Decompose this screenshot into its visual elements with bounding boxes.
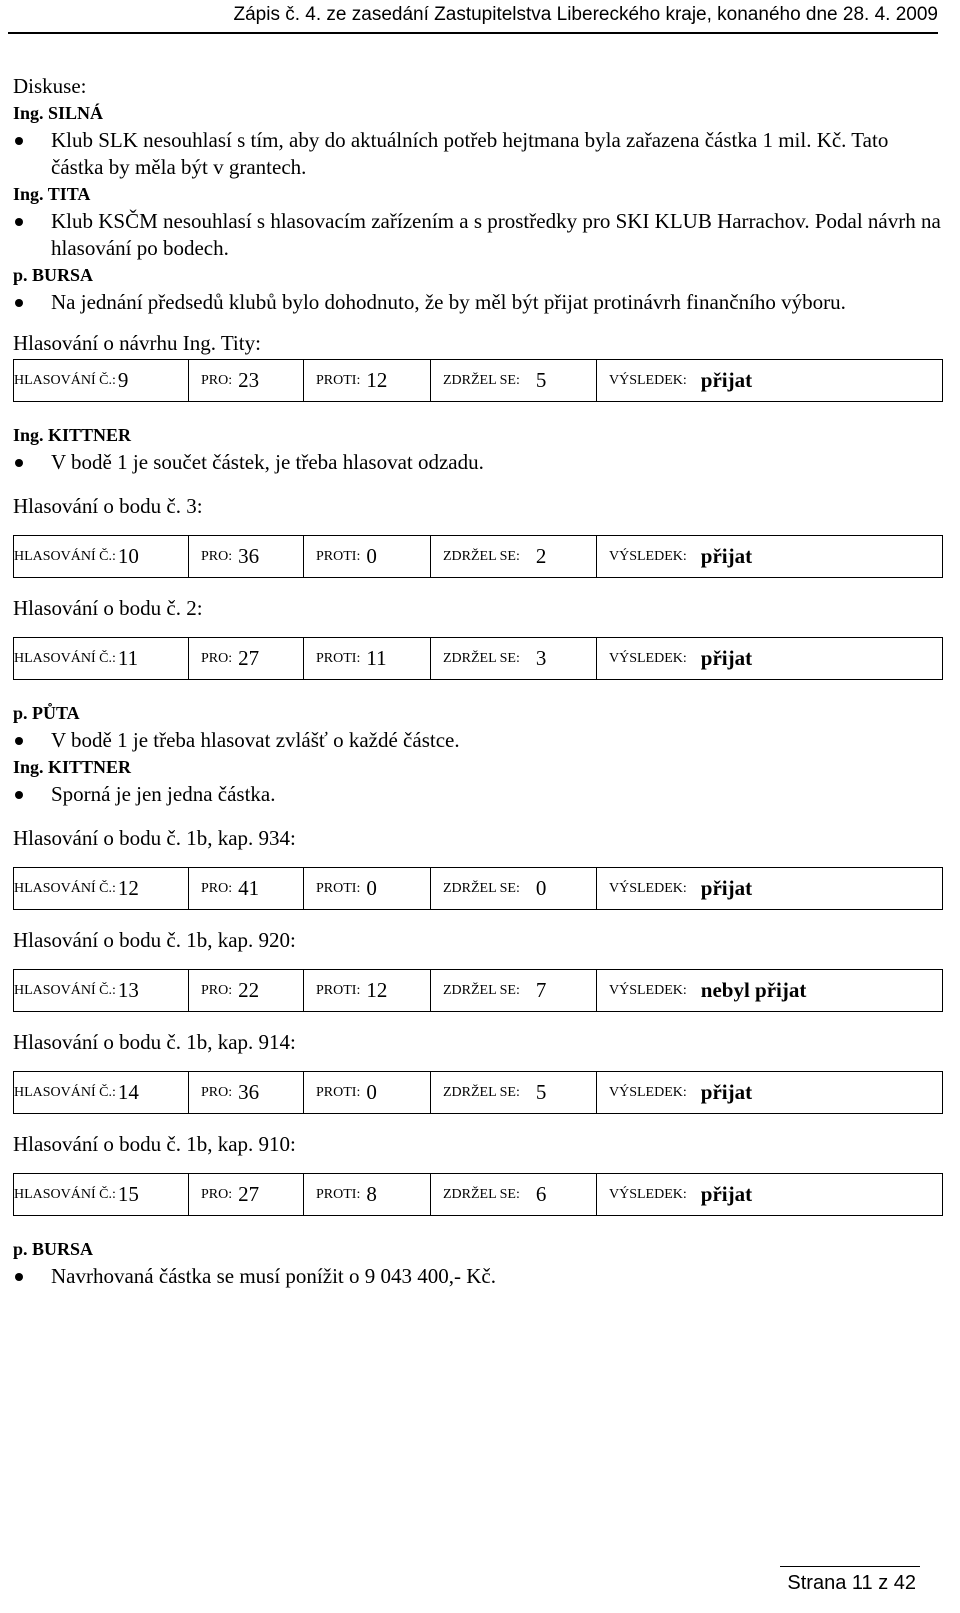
statement-kittner: [13, 781, 943, 808]
statement-bursa: [13, 1263, 943, 1290]
vote-number-cell: [14, 360, 189, 401]
vote-for: 22: [238, 978, 260, 1002]
statement-tita: [13, 208, 943, 262]
page-number: Strana 11 z 42: [787, 1572, 916, 1594]
speaker-puta: p. PŮTA: [13, 703, 80, 723]
vote-for-label: PRO:: [201, 1084, 233, 1100]
vote-against: 11: [366, 646, 387, 670]
vote-for-label: PRO:: [201, 1186, 233, 1202]
vote-against-cell: [304, 868, 431, 909]
vote-result-label: VÝSLEDEK:: [609, 372, 687, 388]
bullet-icon: [15, 137, 23, 145]
vote-abstain-cell: [431, 638, 597, 679]
vote-title: Hlasování o bodu č. 1b, kap. 914:: [13, 1030, 296, 1054]
bullet-icon: [15, 737, 23, 745]
footer-divider: [780, 1566, 920, 1567]
vote-number-label: HLASOVÁNÍ Č.:: [14, 880, 116, 896]
vote-abstain-label: ZDRŽEL SE:: [443, 982, 520, 998]
vote-abstain: 5: [535, 368, 547, 392]
speaker-kittner: Ing. KITTNER: [13, 425, 132, 445]
speaker-kittner: Ing. KITTNER: [13, 757, 132, 777]
vote-for: 41: [238, 876, 260, 900]
vote-abstain-cell: [431, 970, 597, 1011]
vote-number-label: HLASOVÁNÍ Č.:: [14, 982, 116, 998]
vote-result-cell: [597, 1174, 942, 1215]
vote-for-cell: [189, 970, 304, 1011]
vote-number: 15: [117, 1182, 139, 1206]
vote-result-label: VÝSLEDEK:: [609, 1084, 687, 1100]
vote-table: [13, 1071, 943, 1114]
vote-result-label: VÝSLEDEK:: [609, 880, 687, 896]
statement-text: Navrhovaná částka se musí ponížit o 9 043 400,- Kč.: [51, 1264, 496, 1288]
vote-table: [13, 969, 943, 1012]
vote-against-label: PROTI:: [316, 982, 361, 998]
vote-abstain-label: ZDRŽEL SE:: [443, 880, 520, 896]
vote-against-label: PROTI:: [316, 1084, 361, 1100]
statement-kittner: [13, 449, 943, 476]
vote-for-cell: [189, 1174, 304, 1215]
vote-result-cell: [597, 970, 942, 1011]
vote-against: 0: [366, 876, 377, 900]
vote-number-cell: [14, 1174, 189, 1215]
vote-for-label: PRO:: [201, 548, 233, 564]
vote-number-cell: [14, 868, 189, 909]
section-heading: Diskuse:: [13, 74, 87, 98]
vote-for-cell: [189, 360, 304, 401]
vote-for: 27: [238, 1182, 260, 1206]
vote-abstain: 5: [535, 1080, 547, 1104]
vote-result-label: VÝSLEDEK:: [609, 1186, 687, 1202]
bullet-icon: [15, 791, 23, 799]
vote-for-label: PRO:: [201, 982, 233, 998]
vote-against: 0: [366, 1080, 377, 1104]
vote-number: 13: [117, 978, 139, 1002]
vote-result: nebyl přijat: [700, 978, 807, 1002]
vote-for: 23: [238, 368, 260, 392]
vote-against: 8: [366, 1182, 377, 1206]
vote-abstain: 6: [535, 1182, 547, 1206]
bullet-icon: [15, 1273, 23, 1281]
vote-result: přijat: [700, 368, 753, 392]
vote-abstain-cell: [431, 1174, 597, 1215]
statement-text: Sporná je jen jedna částka.: [51, 782, 276, 806]
vote-for-cell: [189, 536, 304, 577]
vote-abstain: 7: [535, 978, 547, 1002]
vote-result-cell: [597, 360, 942, 401]
document-body: [13, 72, 943, 1290]
vote-abstain-label: ZDRŽEL SE:: [443, 650, 520, 666]
header-divider: [8, 32, 938, 34]
vote-for-label: PRO:: [201, 880, 233, 896]
statement-text: Klub SLK nesouhlasí s tím, aby do aktuálních potřeb hejtmana byla zařazena částka 1 mil. Kč. Tato částka by měla být v grantech.: [51, 128, 889, 179]
vote-against-cell: [304, 1174, 431, 1215]
statement-text: Klub KSČM nesouhlasí s hlasovacím zařízením a s prostředky pro SKI KLUB Harrachov. Podal návrh na hlasování po bodech.: [51, 209, 941, 260]
vote-against-label: PROTI:: [316, 880, 361, 896]
vote-abstain-cell: [431, 868, 597, 909]
vote-against-cell: [304, 970, 431, 1011]
vote-against: 12: [366, 368, 388, 392]
vote-table: [13, 535, 943, 578]
vote-for-cell: [189, 868, 304, 909]
vote-abstain-label: ZDRŽEL SE:: [443, 1084, 520, 1100]
vote-abstain-label: ZDRŽEL SE:: [443, 1186, 520, 1202]
vote-abstain-cell: [431, 536, 597, 577]
vote-against-label: PROTI:: [316, 548, 361, 564]
vote-number-label: HLASOVÁNÍ Č.:: [14, 650, 116, 666]
vote-table: [13, 637, 943, 680]
vote-number-label: HLASOVÁNÍ Č.:: [14, 1084, 116, 1100]
statement-puta: [13, 727, 943, 754]
vote-title: Hlasování o bodu č. 1b, kap. 910:: [13, 1132, 296, 1156]
page-header: Zápis č. 4. ze zasedání Zastupitelstva Libereckého kraje, konaného dne 28. 4. 2009: [233, 4, 938, 25]
vote-result-label: VÝSLEDEK:: [609, 982, 687, 998]
vote-number: 14: [117, 1080, 139, 1104]
vote-result: přijat: [700, 646, 753, 670]
vote-for: 36: [238, 544, 260, 568]
vote-abstain-label: ZDRŽEL SE:: [443, 372, 520, 388]
bullet-icon: [15, 299, 23, 307]
vote-table: [13, 1173, 943, 1216]
vote-against: 0: [366, 544, 377, 568]
vote-title: Hlasování o bodu č. 3:: [13, 494, 203, 518]
statement-silna: [13, 127, 943, 181]
vote-against-cell: [304, 536, 431, 577]
vote-abstain: 2: [535, 544, 547, 568]
vote-result: přijat: [700, 544, 753, 568]
vote-abstain: 3: [535, 646, 547, 670]
vote-for-label: PRO:: [201, 372, 233, 388]
vote-for: 27: [238, 646, 260, 670]
vote-number-cell: [14, 970, 189, 1011]
vote-abstain-label: ZDRŽEL SE:: [443, 548, 520, 564]
vote-number-cell: [14, 638, 189, 679]
vote-abstain: 0: [535, 876, 547, 900]
vote-result: přijat: [700, 1182, 753, 1206]
vote-against: 12: [366, 978, 388, 1002]
vote-number-cell: [14, 1072, 189, 1113]
vote-number-label: HLASOVÁNÍ Č.:: [14, 1186, 116, 1202]
bullet-icon: [15, 459, 23, 467]
speaker-bursa: p. BURSA: [13, 1239, 94, 1259]
vote-number: 12: [117, 876, 139, 900]
vote-result-label: VÝSLEDEK:: [609, 650, 687, 666]
vote-against-cell: [304, 1072, 431, 1113]
vote-abstain-cell: [431, 1072, 597, 1113]
vote-number: 11: [117, 646, 139, 670]
vote-title: Hlasování o návrhu Ing. Tity:: [13, 331, 261, 355]
vote-for: 36: [238, 1080, 260, 1104]
vote-for-label: PRO:: [201, 650, 233, 666]
vote-result-cell: [597, 1072, 942, 1113]
vote-result-cell: [597, 536, 942, 577]
vote-number: 9: [117, 368, 129, 392]
speaker-tita: Ing. TITA: [13, 184, 91, 204]
vote-against-label: PROTI:: [316, 1186, 361, 1202]
vote-abstain-cell: [431, 360, 597, 401]
bullet-icon: [15, 218, 23, 226]
vote-result-label: VÝSLEDEK:: [609, 548, 687, 564]
vote-against-cell: [304, 360, 431, 401]
vote-for-cell: [189, 638, 304, 679]
statement-text: V bodě 1 je součet částek, je třeba hlasovat odzadu.: [51, 450, 484, 474]
vote-number-cell: [14, 536, 189, 577]
statement-text: V bodě 1 je třeba hlasovat zvlášť o každé částce.: [51, 728, 460, 752]
vote-number: 10: [117, 544, 139, 568]
vote-result: přijat: [700, 876, 753, 900]
speaker-silna: Ing. SILNÁ: [13, 103, 104, 123]
vote-table: [13, 359, 943, 402]
vote-for-cell: [189, 1072, 304, 1113]
vote-against-label: PROTI:: [316, 372, 361, 388]
vote-table: [13, 867, 943, 910]
statement-text: Na jednání předsedů klubů bylo dohodnuto, že by měl být přijat protinávrh finančního výboru.: [51, 290, 846, 314]
vote-number-label: HLASOVÁNÍ Č.:: [14, 548, 116, 564]
vote-number-label: HLASOVÁNÍ Č.:: [14, 372, 116, 388]
vote-against-cell: [304, 638, 431, 679]
vote-title: Hlasování o bodu č. 1b, kap. 920:: [13, 928, 296, 952]
vote-against-label: PROTI:: [316, 650, 361, 666]
vote-title: Hlasování o bodu č. 2:: [13, 596, 203, 620]
statement-bursa: [13, 289, 943, 316]
vote-result-cell: [597, 868, 942, 909]
vote-result-cell: [597, 638, 942, 679]
speaker-bursa: p. BURSA: [13, 265, 94, 285]
vote-result: přijat: [700, 1080, 753, 1104]
vote-title: Hlasování o bodu č. 1b, kap. 934:: [13, 826, 296, 850]
